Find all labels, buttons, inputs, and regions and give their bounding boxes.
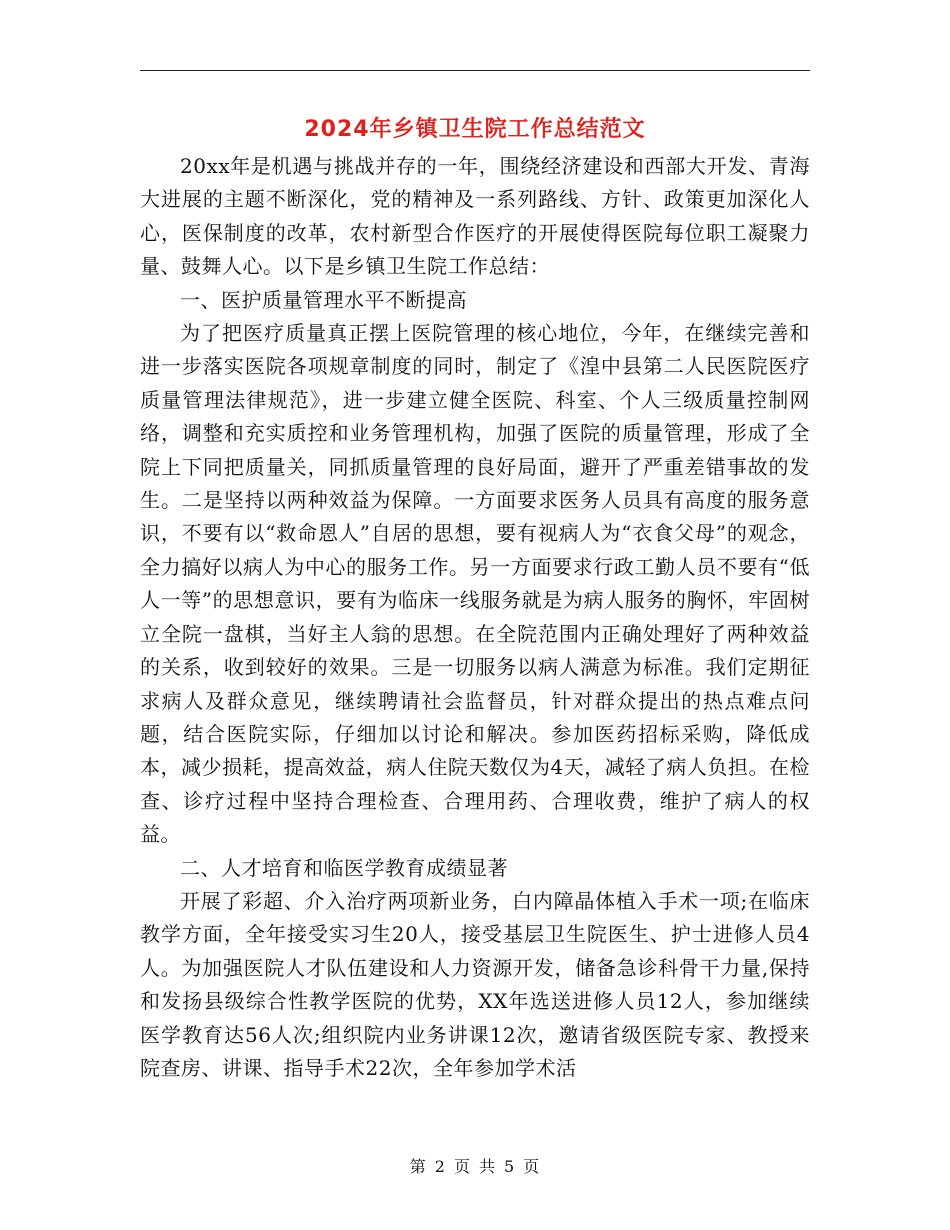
footer-total-word: 共 (479, 1157, 497, 1176)
section-heading-2: 二、人才培育和临医学教育成绩显著 (180, 855, 508, 880)
page-footer (0, 1154, 950, 1177)
section-2-paragraph: 开展了彩超、介入治疗两项新业务，白内障晶体植入手术一项;在临床教学方面，全年接受实习生20人，接受基层卫生院医生、护士进修人员4人。为加强医院人才队伍建设和人力资源开发，储备急诊科骨干力量,保持和发扬县级综合性教学医院的优势，XX年选送进修人员12人，参加继续医学教育达56人次;组织院内业务讲课12次，邀请省级医院专家、教授来院查房、讲课、指导手术22次，全年参加学术活 (140, 888, 810, 1080)
document-body (140, 150, 810, 1085)
intro-paragraph: 20xx年是机遇与挑战并存的一年，围绕经济建设和西部大开发、青海大进展的主题不断深化，党的精神及一系列路线、方针、政策更加深化人心，医保制度的改革，农村新型合作医疗的开展使得医院每位职工凝聚力量、鼓舞人心。以下是乡镇卫生院工作总结： (140, 154, 810, 279)
current-page-number: 2 (434, 1157, 446, 1176)
section-heading-1: 一、医护质量管理水平不断提高 (180, 287, 467, 312)
header-rule (140, 70, 810, 71)
total-pages-number: 5 (504, 1157, 516, 1176)
footer-prefix: 第 (409, 1157, 427, 1176)
footer-suffix: 页 (523, 1157, 541, 1176)
footer-page-word: 页 (453, 1157, 471, 1176)
section-1-paragraph: 为了把医疗质量真正摆上医院管理的核心地位，今年，在继续完善和进一步落实医院各项规章制度的同时，制定了《湟中县第二人民医院医疗质量管理法律规范》，进一步建立健全医院、科室、个人三级质量控制网络，调整和充实质控和业务管理机构，加强了医院的质量管理，形成了全院上下同把质量关，同抓质量管理的良好局面，避开了严重差错事故的发生。二是坚持以两种效益为保障。一方面要求医务人员具有高度的服务意识，不要有以“救命恩人”自居的思想，要有视病人为“衣食父母”的观念，全力搞好以病人为中心的服务工作。另一方面要求行政工勤人员不要有“低人一等”的思想意识，要有为临床一线服务就是为病人服务的胸怀，牢固树立全院一盘棋，当好主人翁的思想。在全院范围内正确处理好了两种效益的关系，收到较好的效果。三是一切服务以病人满意为标准。我们定期征求病人及群众意见，继续聘请社会监督员，针对群众提出的热点难点问题，结合医院实际，仔细加以讨论和解决。参加医药招标采购，降低成本，减少损耗，提高效益，病人住院天数仅为4天，减轻了病人负担。在检查、诊疗过程中坚持合理检查、合理用药、合理收费，维护了病人的权益。 (140, 321, 810, 847)
document-title: 2024年乡镇卫生院工作总结范文 (304, 117, 646, 142)
